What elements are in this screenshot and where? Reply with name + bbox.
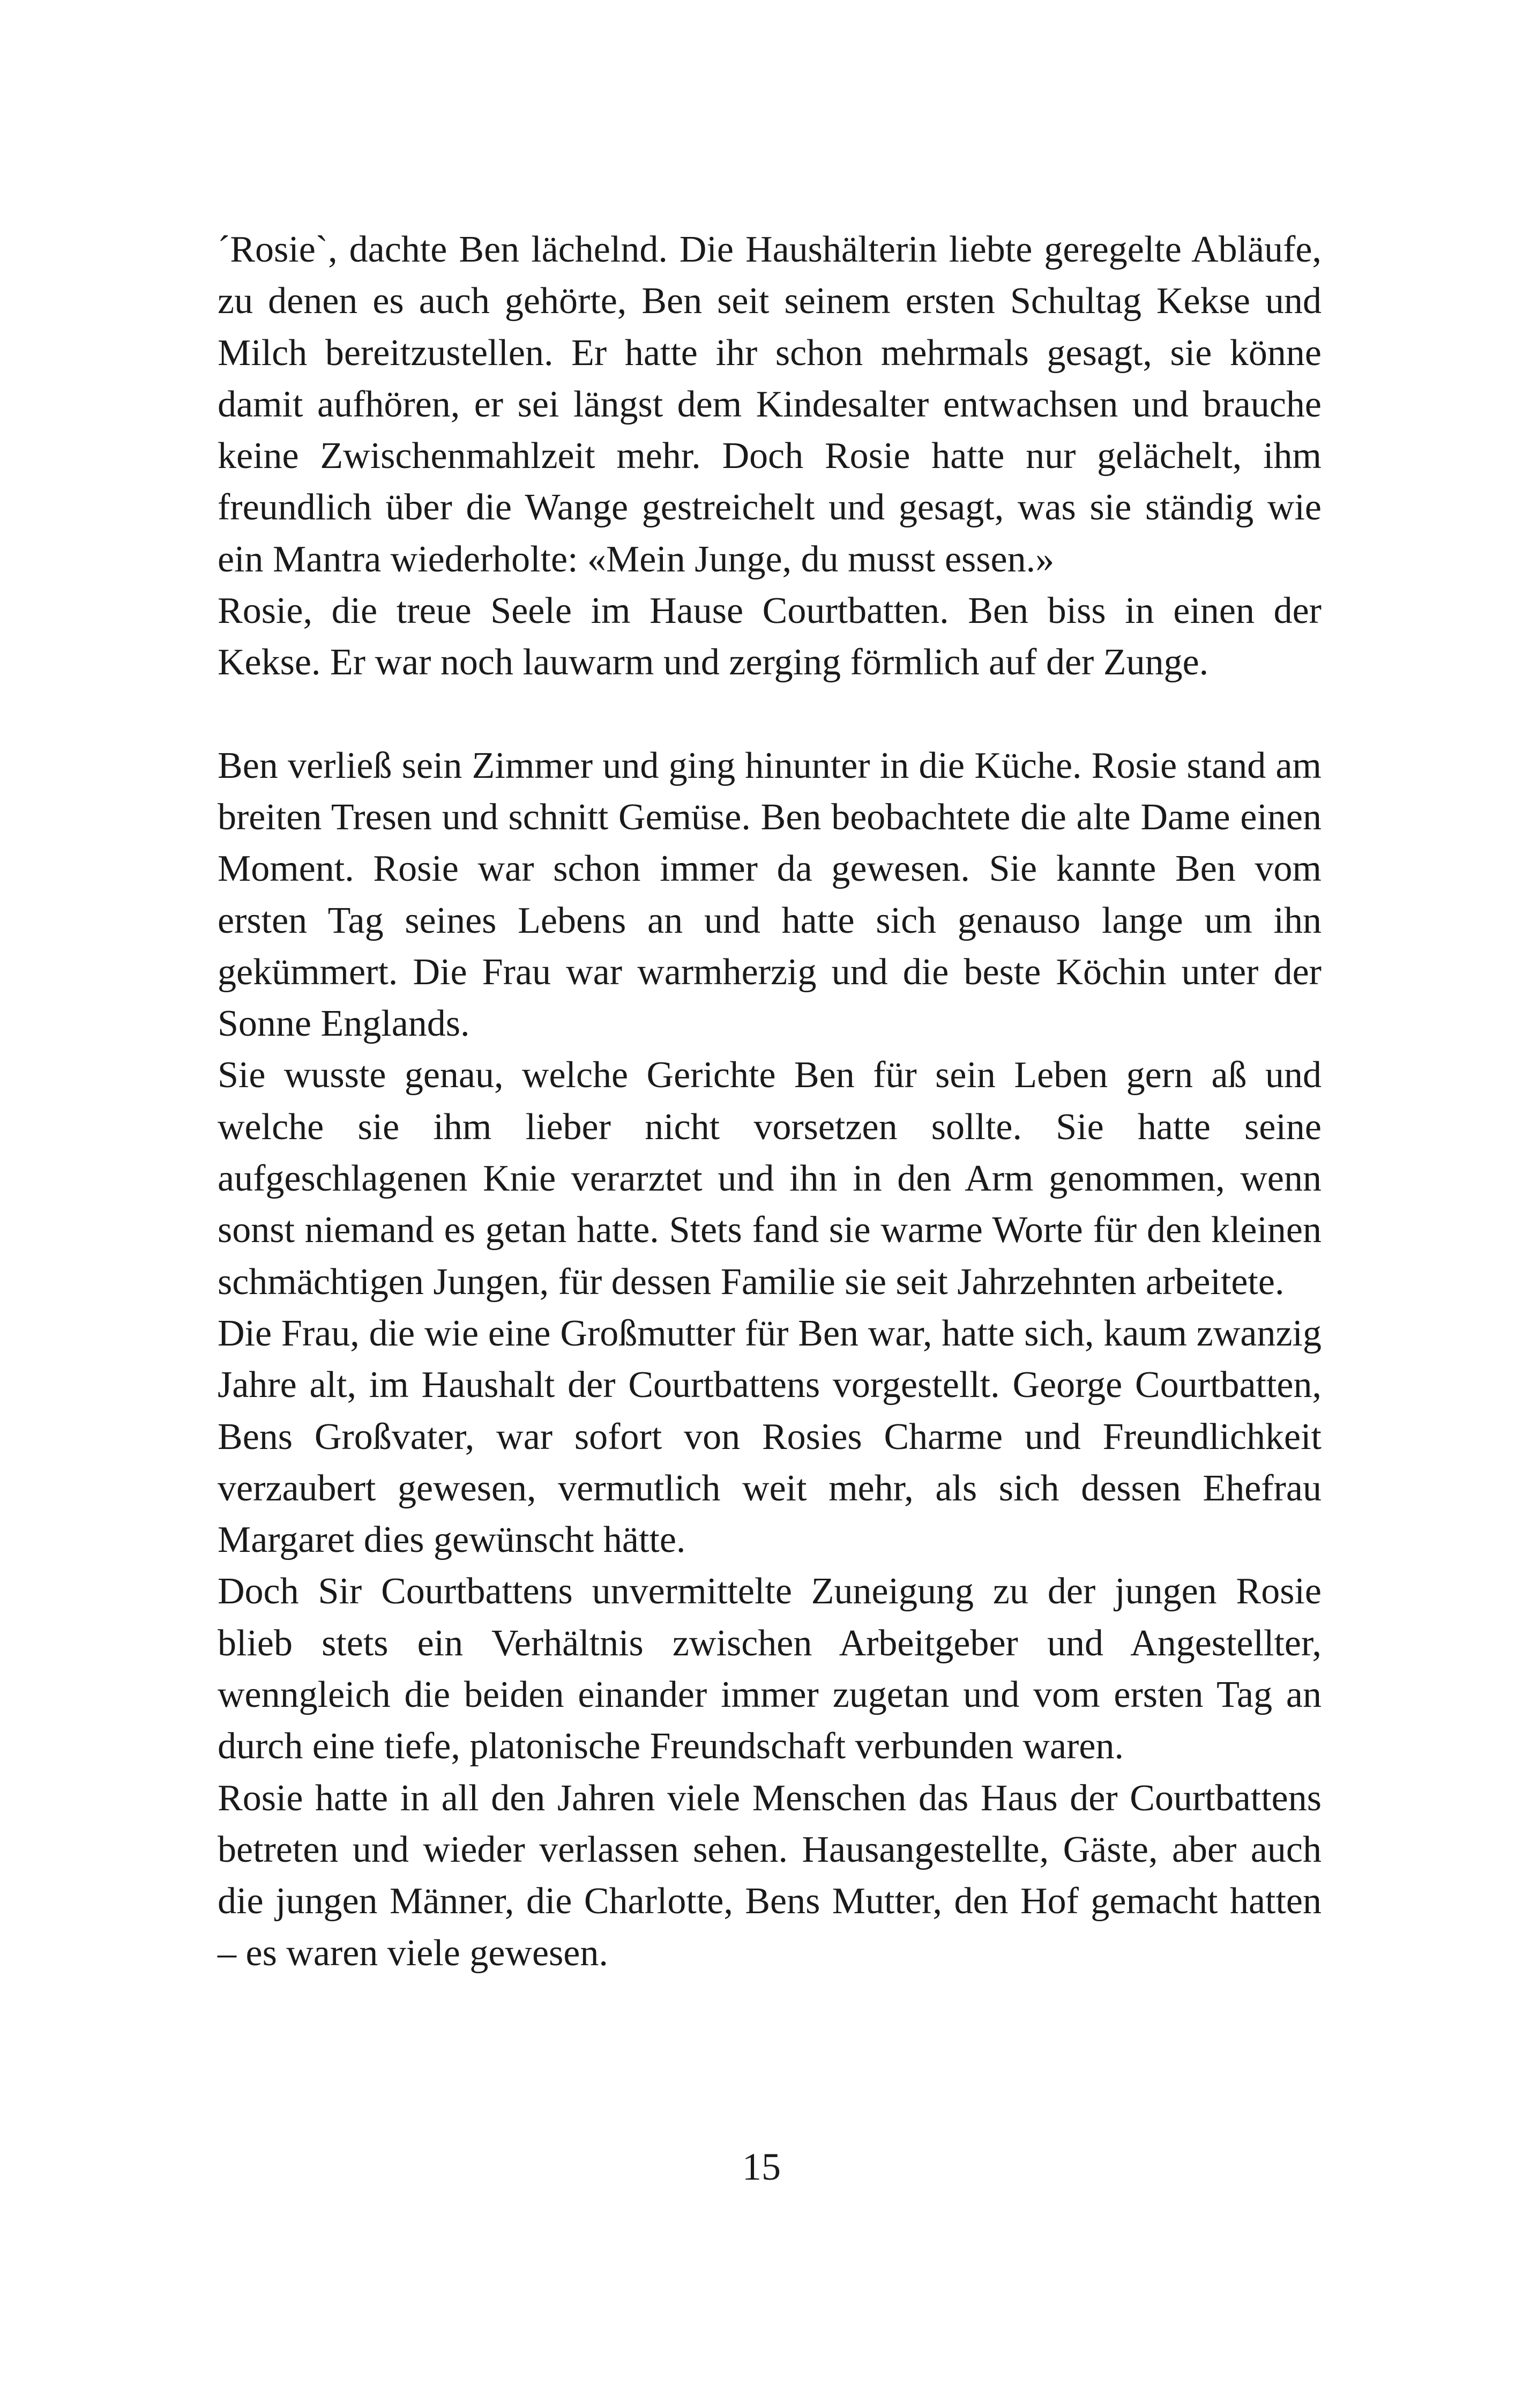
paragraph: Sie wusste genau, welche Gerichte Ben für sein Leben gern aß und welche sie ihm lieber nicht vorsetzen sollte. Sie hatte seine aufgeschlagenen Knie verarztet und ihn in den Arm genommen, wenn sonst niemand es getan hatte. Stets fand sie warme Worte für den kleinen schmächtigen Jungen, für dessen Familie sie seit Jahrzehnten arbeitete. [218,1054,1322,1303]
paragraph: Rosie, die treue Seele im Hause Courtbatten. Ben biss in einen der Kekse. Er war noch lauwarm und zerging förmlich auf der Zunge. [218,590,1322,683]
paragraph: ´Rosie`, dachte Ben lächelnd. Die Haushälterin liebte geregelte Abläufe, zu denen es auch gehörte, Ben seit seinem ersten Schultag Kekse und Milch bereitzustellen. Er hatte ihr schon mehrmals gesagt, sie könne damit aufhören, er sei längst dem Kindesalter entwachsen und brauche keine Zwischenmahlzeit mehr. Doch Rosie hatte nur gelächelt, ihm freundlich über die Wange gestreichelt und gesagt, was sie ständig wie ein Mantra wiederholte: «Mein Junge, du musst essen.» [218,229,1322,580]
paragraph: Die Frau, die wie eine Großmutter für Ben war, hatte sich, kaum zwanzig Jahre alt, im Haushalt der Courtbattens vorgestellt. George Courtbatten, Bens Großvater, war sofort von Rosies Charme und Freundlichkeit verzaubert gewesen, vermutlich weit mehr, als sich dessen Ehefrau Margaret dies gewünscht hätte. [218,1312,1322,1561]
page-number: 15 [742,2145,781,2188]
body-text [218,224,1322,1979]
paragraph: Rosie hatte in all den Jahren viele Menschen das Haus der Courtbattens betreten und wieder verlassen sehen. Hausangestellte, Gäste, aber auch die jungen Männer, die Charlotte, Bens Mutter, den Hof gemacht hatten – es waren viele gewesen. [218,1777,1322,1974]
paragraph: Doch Sir Courtbattens unvermittelte Zuneigung zu der jungen Rosie blieb stets ein Verhältnis zwischen Arbeitgeber und Angestellter, wenngleich die beiden einander immer zugetan und vom ersten Tag an durch eine tiefe, platonische Freundschaft verbunden waren. [218,1571,1322,1767]
paragraph: Ben verließ sein Zimmer und ging hinunter in die Küche. Rosie stand am breiten Tresen und schnitt Gemüse. Ben beobachtete die alte Dame einen Moment. Rosie war schon immer da gewesen. Sie kannte Ben vom ersten Tag seines Lebens an und hatte sich genauso lange um ihn gekümmert. Die Frau war warmherzig und die beste Köchin unter der Sonne Englands. [218,745,1322,1045]
section-break [218,689,1322,740]
